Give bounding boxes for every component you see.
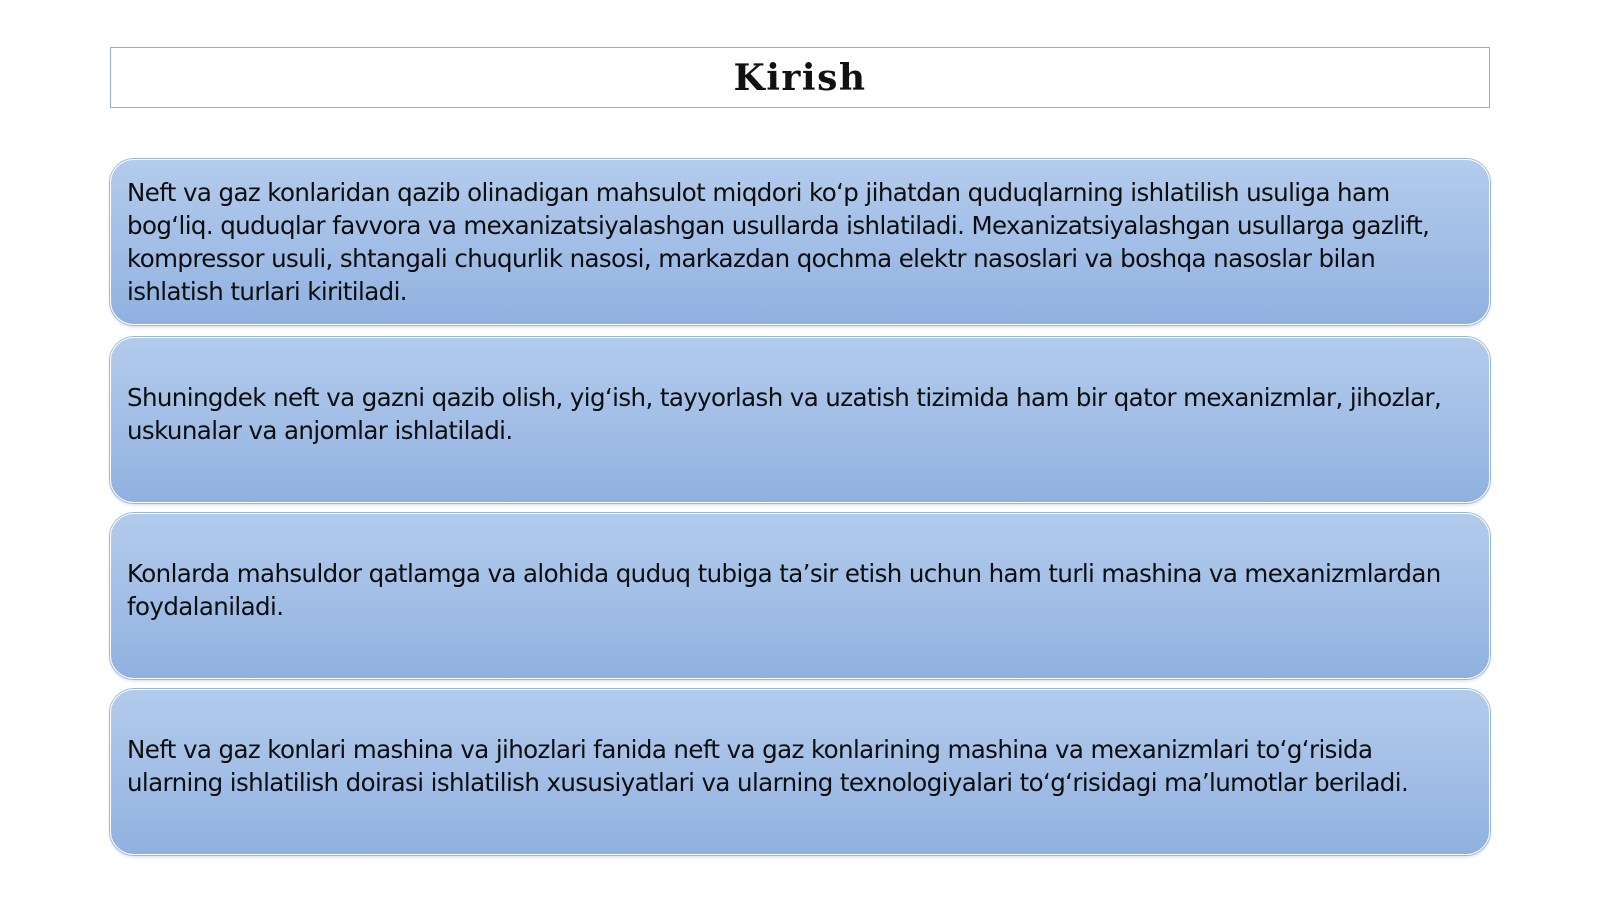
paragraph-text-1: Neft va gaz konlaridan qazib olinadigan mahsulot miqdori ko‘p jihatdan quduqlarning ishlatilish usuliga ham bog‘liq. quduqlar favvora va mexanizatsiyalashgan usullarda ishlatiladi. Mexanizatsiyalashgan usullarga gazlift, kompressor usuli, shtangali chuqurlik nasosi, markazdan qochma elektr nasoslari va boshqa nasoslar bilan ishlatish turlari kiritiladi. <box>127 178 1430 306</box>
paragraph-card-2 <box>110 337 1490 503</box>
paragraph-text-2: Shuningdek neft va gazni qazib olish, yig‘ish, tayyorlash va uzatish tizimida ham bir qator mexanizmlar, jihozlar, uskunalar va anjomlar ishlatiladi. <box>127 383 1442 445</box>
paragraph-text-4: Neft va gaz konlari mashina va jihozlari fanida neft va gaz konlarining mashina va mexanizmlari to‘g‘risida ularning ishlatilish doirasi ishlatilish xususiyatlari va ularning texnologiyalari to‘g‘risidagi ma’lumotlar beriladi. <box>127 735 1409 797</box>
slide-title: Kirish <box>733 56 867 99</box>
paragraph-card-4 <box>110 689 1490 855</box>
paragraph-text-3: Konlarda mahsuldor qatlamga va alohida quduq tubiga ta’sir etish uchun ham turli mashina va mexanizmlardan foydalaniladi. <box>127 559 1441 621</box>
paragraph-card-1 <box>110 159 1490 325</box>
paragraph-card-3 <box>110 513 1490 679</box>
slide-title-box <box>110 47 1490 108</box>
